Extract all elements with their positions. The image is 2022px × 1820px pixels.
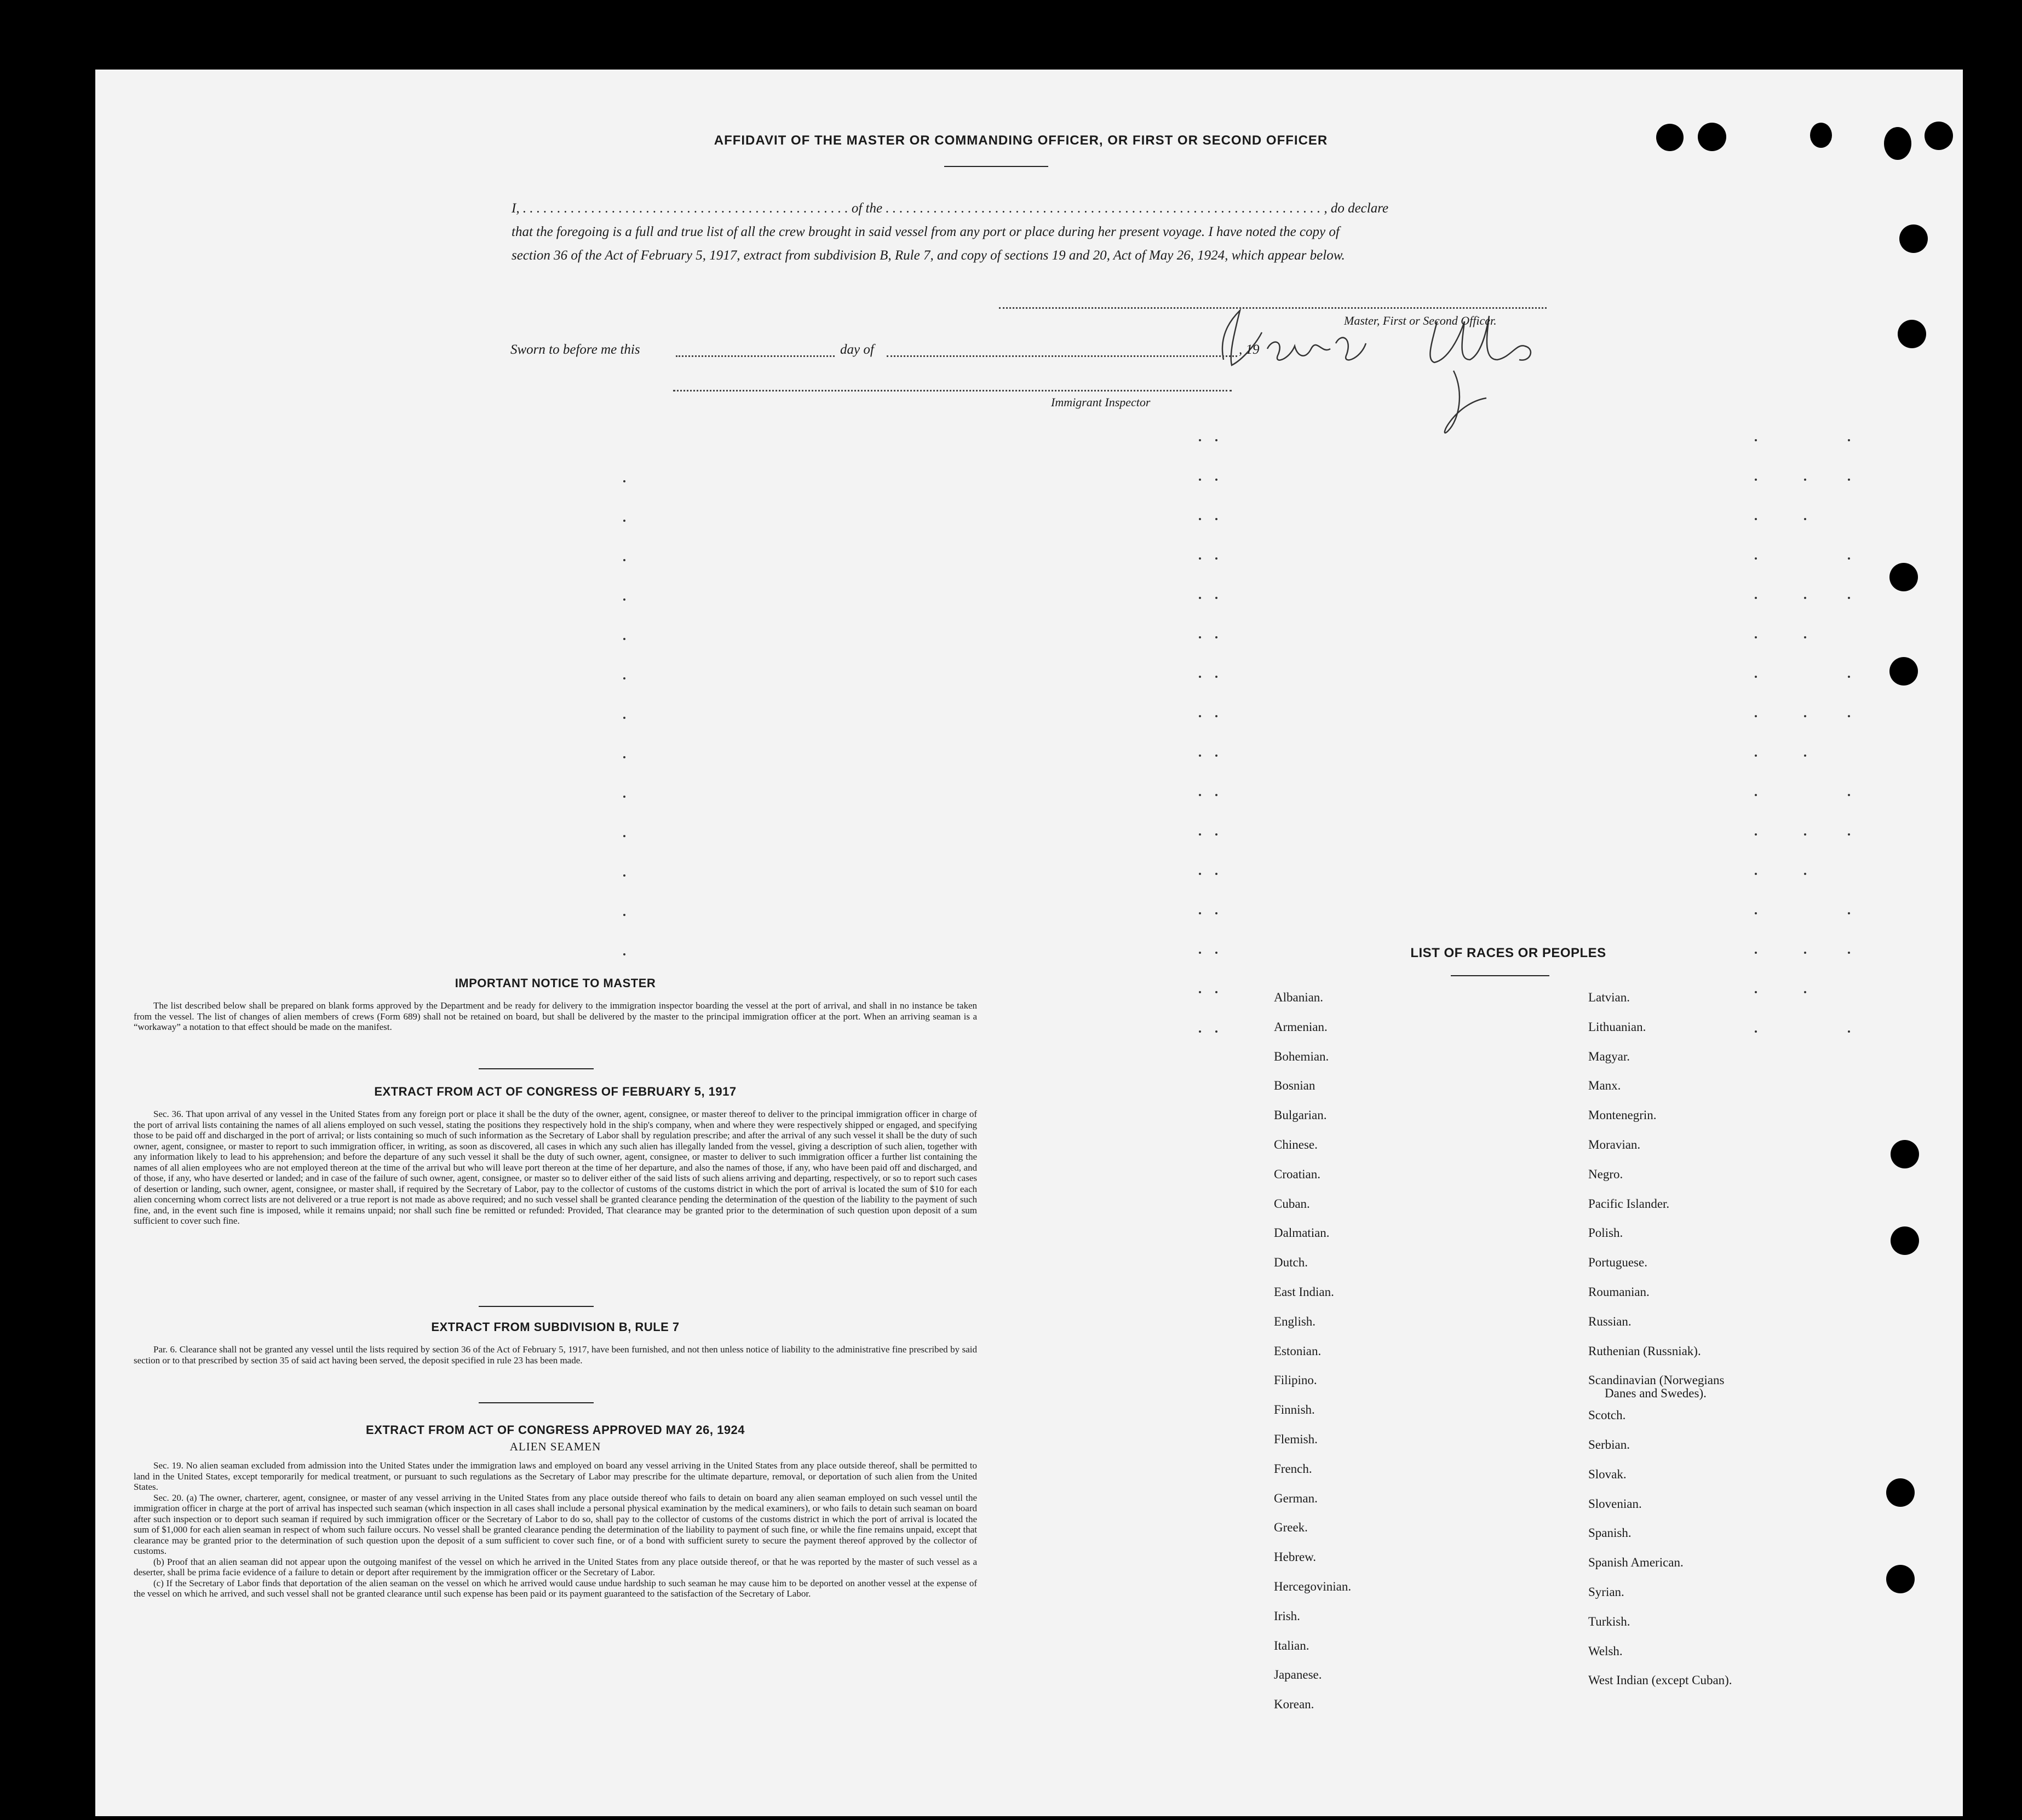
scan-speck bbox=[1755, 873, 1757, 875]
rule-7-rule bbox=[479, 1402, 594, 1403]
scan-speck bbox=[1848, 912, 1850, 914]
scan-speck bbox=[1199, 794, 1201, 796]
race-item: Pacific Islander. bbox=[1588, 1196, 1670, 1211]
sec-20b-paragraph: (b) Proof that an alien seaman did not appear upon the outgoing manifest of the vessel on which he arrived in the United States from any place outside thereof, or that he was reported by the master of such vessel as a deserter, shall be prima facie evidence of a failure to detain or deport after requirement by the immigration officer or the Secretary of Labor. bbox=[134, 1556, 977, 1577]
race-item: Roumanian. bbox=[1588, 1285, 1650, 1299]
sec-19-paragraph: Sec. 19. No alien seaman excluded from admission into the United States under the immigration laws and employed on board any vessel arriving in the United States from any place outside thereof, shall be permitted to land in the United States, except temporarily for medical treatment, or pursuant to such regulations as the Secretary of Labor may prescribe for the ultimate departure, removal, or deportation of such alien from the United States. bbox=[134, 1460, 977, 1492]
scan-speck bbox=[1804, 518, 1806, 520]
race-item: Albanian. bbox=[1274, 990, 1324, 1004]
scan-speck bbox=[1215, 518, 1217, 520]
scan-speck bbox=[1848, 952, 1850, 954]
scan-speck bbox=[1215, 912, 1217, 914]
race-item: Danes and Swedes). bbox=[1605, 1386, 1707, 1401]
race-item: West Indian (except Cuban). bbox=[1588, 1673, 1732, 1687]
scan-speck bbox=[1755, 991, 1757, 993]
extract-1924-subtitle: ALIEN SEAMEN bbox=[509, 1440, 601, 1453]
scan-speck bbox=[1804, 952, 1806, 954]
notice-rule bbox=[479, 1068, 594, 1069]
sworn-prefix: Sworn to before me this bbox=[510, 342, 640, 357]
race-item: Portuguese. bbox=[1588, 1255, 1647, 1270]
race-item: Flemish. bbox=[1274, 1432, 1318, 1446]
punch-hole bbox=[1889, 563, 1918, 591]
race-item: Chinese. bbox=[1274, 1138, 1318, 1151]
race-item: Slovak. bbox=[1588, 1467, 1627, 1481]
inspector-label: Immigrant Inspector bbox=[1051, 395, 1151, 409]
scan-speck bbox=[623, 874, 625, 877]
scan-speck bbox=[1804, 715, 1806, 717]
notice-title: IMPORTANT NOTICE TO MASTER bbox=[455, 976, 656, 990]
scan-speck bbox=[1755, 597, 1757, 599]
extract-1917-rule bbox=[479, 1306, 594, 1307]
scan-speck bbox=[1199, 479, 1201, 481]
declaration-line-2: that the foregoing is a full and true list of all the crew brought in said vessel from any port or place during her present voyage. I have noted the copy of bbox=[512, 224, 1340, 239]
race-item: Greek. bbox=[1274, 1520, 1308, 1535]
race-item: Negro. bbox=[1588, 1167, 1623, 1181]
race-item: Turkish. bbox=[1588, 1614, 1630, 1628]
scan-speck bbox=[1848, 439, 1850, 441]
race-item: Finnish. bbox=[1274, 1403, 1315, 1417]
scan-speck bbox=[1755, 912, 1757, 914]
rule-7-title: EXTRACT FROM SUBDIVISION B, RULE 7 bbox=[431, 1320, 680, 1334]
scan-speck bbox=[1755, 518, 1757, 520]
scan-speck bbox=[1848, 597, 1850, 599]
sworn-day-field bbox=[676, 355, 835, 357]
punch-hole bbox=[1656, 124, 1684, 151]
extract-1917-text bbox=[134, 1109, 977, 1226]
punch-hole bbox=[1810, 123, 1832, 148]
par-6-paragraph: Par. 6. Clearance shall not be granted any vessel until the lists required by section 36 of the Act of February 5, 1917, have been furnished, and not then unless notice of liability to the administrative fine prescribed by said section or to that prescribed by section 35 of said act having been served, the deposit specified in rule 23 has been made. bbox=[134, 1344, 977, 1366]
race-item: Scandinavian (Norwegians bbox=[1588, 1373, 1725, 1387]
scan-speck bbox=[1199, 912, 1201, 914]
form-page bbox=[95, 70, 1963, 1816]
scan-speck bbox=[1755, 715, 1757, 717]
scan-speck bbox=[1848, 833, 1850, 836]
race-item: Filipino. bbox=[1274, 1373, 1317, 1387]
scan-speck bbox=[1199, 518, 1201, 520]
sec-20a-paragraph: Sec. 20. (a) The owner, charterer, agent, consignee, or master of any vessel arriving in the United States from any place outside thereof who fails to detain on board any alien seaman employed on such vessel until the immigration officer in charge at the port of arrival has inspected such seaman (which inspection in all cases shall include a personal physical examination by the medical examiners), or who fails to detain such seaman on board after such inspection or to deport such seaman if required by such immigration officer or the Secretary of Labor to do so, shall pay to the collector of customs of the customs district in which the port of arrival is located the sum of $1,000 for each alien seaman in respect of whom such failure occurs. No vessel shall be granted clearance pending the determination of the liability to payment of such fine, or while the fine remains unpaid, except that clearance may be granted prior to the determination of such question upon the deposit of a sum sufficient to cover such fine, or of a bond with sufficient surety to secure the payment thereof approved by the collector of customs. bbox=[134, 1492, 977, 1556]
scan-speck bbox=[1804, 833, 1806, 836]
race-item: Ruthenian (Russniak). bbox=[1588, 1344, 1701, 1358]
scan-speck bbox=[1848, 1030, 1850, 1033]
extract-1924-text bbox=[134, 1460, 977, 1599]
race-item: East Indian. bbox=[1274, 1285, 1334, 1299]
race-item: Montenegrin. bbox=[1588, 1108, 1657, 1122]
race-item: Cuban. bbox=[1274, 1196, 1310, 1211]
scan-speck bbox=[1199, 715, 1201, 717]
punch-hole bbox=[1891, 1140, 1919, 1168]
scan-speck bbox=[1848, 794, 1850, 796]
scan-speck bbox=[1755, 952, 1757, 954]
scan-speck bbox=[1199, 952, 1201, 954]
scan-speck bbox=[1199, 755, 1201, 757]
race-item: Estonian. bbox=[1274, 1344, 1322, 1358]
race-item: Irish. bbox=[1274, 1609, 1300, 1623]
race-item: Lithuanian. bbox=[1588, 1020, 1646, 1034]
race-item: Moravian. bbox=[1588, 1138, 1641, 1151]
declaration-text bbox=[512, 197, 1612, 267]
race-item: Bulgarian. bbox=[1274, 1108, 1327, 1122]
scan-speck bbox=[623, 480, 625, 482]
races-title: LIST OF RACES OR PEOPLES bbox=[1410, 946, 1606, 960]
extract-1917-title: EXTRACT FROM ACT OF CONGRESS OF FEBRUARY 5, 1917 bbox=[374, 1085, 737, 1098]
scan-speck bbox=[1215, 873, 1217, 875]
scan-speck bbox=[623, 717, 625, 719]
race-item: Japanese. bbox=[1274, 1668, 1322, 1682]
scan-speck bbox=[623, 835, 625, 837]
scan-speck bbox=[1755, 794, 1757, 796]
race-item: Welsh. bbox=[1588, 1644, 1623, 1658]
punch-hole bbox=[1889, 657, 1918, 686]
scan-speck bbox=[1199, 991, 1201, 993]
scan-speck bbox=[1804, 479, 1806, 481]
race-item: Italian. bbox=[1274, 1638, 1309, 1652]
race-item: Latvian. bbox=[1588, 990, 1630, 1004]
scan-speck bbox=[1755, 755, 1757, 757]
punch-hole bbox=[1698, 123, 1726, 151]
scan-speck bbox=[1215, 479, 1217, 481]
section-36-paragraph: Sec. 36. That upon arrival of any vessel in the United States from any foreign port or place it shall be the duty of the owner, agent, consignee, or master thereof to deliver to the principal immigration officer in charge of the port of arrival lists containing the names of all aliens employed on such vessel, stating the positions they respectively hold in the ship's company, when and where they were respectively shipped or engaged, and specifying those to be paid off and discharged in the port of arrival; or lists containing so much of such information as the Secretary of Labor shall by regulation prescribe; and after the arrival of any such vessel it shall be the duty of such owner, agent, consignee, or master to report to such immigration officer, in writing, as soon as discovered, all cases in which any such alien has illegally landed from the vessel, giving a description of such alien, together with any information likely to lead to his apprehension; and before the departure of any such vessel it shall be the duty of such owner, agent, consignee, or master to deliver to such immigration officer a further list containing the names of all alien employees who are not employed thereon at the time of the arrival but who will leave port thereon at the time of her departure, and also the names of those, if any, who have been paid off and discharged, and of those, if any, who have deserted or landed; and in case of the failure of such owner, agent, consignee, or master so to deliver either of the said lists of such aliens arriving and departing, respectively, or so to report such cases of desertion or landing, such owner, agent, consignee, or master shall, if required by the Secretary of Labor, pay to the collector of customs of the customs district in which the port of arrival is located the sum of $10 for each alien concerning whom correct lists are not delivered or a true report is not made as above required; and no such vessel shall be granted clearance pending the determination of the question of the liability to the payment of such fine, and, in the event such fine is imposed, while it remains unpaid; nor shall such fine be remitted or refunded: Provided, That clearance may be granted prior to the determination of such question upon deposit of a sum sufficient to cover such fine. bbox=[134, 1109, 977, 1226]
scan-speck bbox=[1215, 991, 1217, 993]
race-item: Dutch. bbox=[1274, 1255, 1308, 1270]
scan-speck bbox=[1215, 636, 1217, 638]
notice-paragraph: The list described below shall be prepared on blank forms approved by the Department and be ready for delivery to the immigration inspector boarding the vessel at the port of arrival, and shall in no instance be taken from the vessel. The list of changes of alien members of crews (Form 689) shall not be retained on board, but shall be delivered by the master to the principal immigration officer at the port. When an arriving seaman is a “workaway” a notation to that effect should be made on the manifest. bbox=[134, 1000, 977, 1032]
punch-hole bbox=[1891, 1226, 1919, 1255]
sworn-month-field bbox=[887, 355, 1237, 357]
scan-speck bbox=[1215, 755, 1217, 757]
scan-speck bbox=[1848, 557, 1850, 560]
extract-1924-title: EXTRACT FROM ACT OF CONGRESS APPROVED MAY 26, 1924 bbox=[365, 1423, 745, 1437]
scan-speck bbox=[623, 598, 625, 601]
scan-speck bbox=[1215, 597, 1217, 599]
race-item: Bohemian. bbox=[1274, 1049, 1329, 1063]
scan-speck bbox=[1215, 676, 1217, 678]
scan-speck bbox=[1199, 873, 1201, 875]
race-item: Magyar. bbox=[1588, 1049, 1630, 1063]
scan-speck bbox=[1804, 636, 1806, 638]
scan-speck bbox=[1755, 439, 1757, 441]
scan-speck bbox=[623, 953, 625, 955]
scan-speck bbox=[1755, 557, 1757, 560]
declaration-line-1: I, . . . . . . . . . . . . . . . . . . . . . . . . . . . . . . . . . . . . . . . . . . . . . . . . of the . . . . . . . . . . . . . . . . . . . . . . . . . . . . . . . . . . . . . . . . . . . . . . . . . . . . . . . . . . . . . . . . , do declare bbox=[512, 201, 1389, 216]
scan-speck bbox=[1199, 557, 1201, 560]
race-item: Korean. bbox=[1274, 1697, 1314, 1712]
race-item: German. bbox=[1274, 1491, 1318, 1505]
scan-speck bbox=[1199, 597, 1201, 599]
scan-speck bbox=[1848, 479, 1850, 481]
race-item: Spanish. bbox=[1588, 1526, 1632, 1540]
sworn-year: , 19 bbox=[1239, 342, 1260, 357]
inspector-dotted-line bbox=[673, 390, 1232, 391]
punch-hole bbox=[1898, 320, 1926, 348]
punch-hole bbox=[1925, 122, 1953, 150]
scan-speck bbox=[623, 638, 625, 640]
declaration-line-3: section 36 of the Act of February 5, 1917, extract from subdivision B, Rule 7, and copy of sections 19 and 20, Act of May 26, 1924, which appear below. bbox=[512, 248, 1345, 263]
scan-speck bbox=[1215, 952, 1217, 954]
title-rule bbox=[944, 166, 1048, 167]
race-item: Russian. bbox=[1588, 1314, 1632, 1328]
scan-speck bbox=[623, 756, 625, 758]
scan-speck bbox=[1848, 715, 1850, 717]
scan-speck bbox=[1215, 794, 1217, 796]
scan-speck bbox=[1199, 439, 1201, 441]
scan-speck bbox=[1215, 439, 1217, 441]
race-item: Manx. bbox=[1588, 1079, 1621, 1093]
scan-speck bbox=[623, 677, 625, 679]
scan-speck bbox=[623, 796, 625, 798]
sworn-dayof: day of bbox=[840, 342, 874, 357]
race-item: Dalmatian. bbox=[1274, 1226, 1330, 1240]
scan-speck bbox=[1755, 1030, 1757, 1033]
scan-speck bbox=[1755, 833, 1757, 836]
scan-speck bbox=[1215, 833, 1217, 836]
scan-speck bbox=[1215, 557, 1217, 560]
race-item: Syrian. bbox=[1588, 1585, 1624, 1599]
races-rule bbox=[1451, 975, 1549, 976]
race-item: French. bbox=[1274, 1461, 1312, 1476]
scan-speck bbox=[1804, 873, 1806, 875]
race-item: Bosnian bbox=[1274, 1079, 1316, 1093]
handwritten-signature bbox=[1202, 278, 1629, 453]
scan-speck bbox=[623, 559, 625, 561]
race-item: Armenian. bbox=[1274, 1020, 1328, 1034]
scan-speck bbox=[1755, 636, 1757, 638]
scan-speck bbox=[1848, 676, 1850, 678]
scan-speck bbox=[1804, 755, 1806, 757]
punch-hole bbox=[1886, 1478, 1915, 1507]
scan-speck bbox=[1755, 676, 1757, 678]
race-item: Spanish American. bbox=[1588, 1556, 1684, 1570]
punch-hole bbox=[1886, 1565, 1915, 1593]
race-item: Polish. bbox=[1588, 1226, 1623, 1240]
rule-7-text bbox=[134, 1344, 977, 1366]
scan-speck bbox=[1215, 715, 1217, 717]
scan-speck bbox=[1804, 597, 1806, 599]
race-item: Hebrew. bbox=[1274, 1550, 1317, 1564]
signature-label: Master, First or Second Officer. bbox=[1344, 314, 1497, 327]
scan-speck bbox=[1804, 991, 1806, 993]
scan-speck bbox=[1199, 833, 1201, 836]
scan-speck bbox=[1199, 636, 1201, 638]
race-item: Serbian. bbox=[1588, 1438, 1630, 1452]
scan-speck bbox=[1755, 479, 1757, 481]
scan-speck bbox=[623, 520, 625, 522]
scan-speck bbox=[623, 914, 625, 916]
affidavit-title: AFFIDAVIT OF THE MASTER OR COMMANDING OFFICER, OR FIRST OR SECOND OFFICER bbox=[714, 133, 1328, 148]
notice-text bbox=[134, 1000, 977, 1033]
punch-hole bbox=[1884, 127, 1911, 160]
scan-speck bbox=[1215, 1030, 1217, 1033]
punch-hole bbox=[1899, 224, 1928, 253]
race-item: Scotch. bbox=[1588, 1408, 1626, 1422]
sec-20c-paragraph: (c) If the Secretary of Labor finds that deportation of the alien seaman on the vessel on which he arrived would cause undue hardship to such seaman he may cause him to be deported on another vessel at the expense of the vessel on which he arrived, and such vessel shall not be granted clearance until such expense has been paid or its payment guaranteed to the satisfaction of the Secretary of Labor. bbox=[134, 1577, 977, 1599]
scan-speck bbox=[1199, 676, 1201, 678]
race-item: English. bbox=[1274, 1314, 1316, 1328]
race-item: Slovenian. bbox=[1588, 1496, 1642, 1511]
race-item: Hercegovinian. bbox=[1274, 1580, 1352, 1593]
race-item: Croatian. bbox=[1274, 1167, 1320, 1181]
scan-speck bbox=[1199, 1030, 1201, 1033]
